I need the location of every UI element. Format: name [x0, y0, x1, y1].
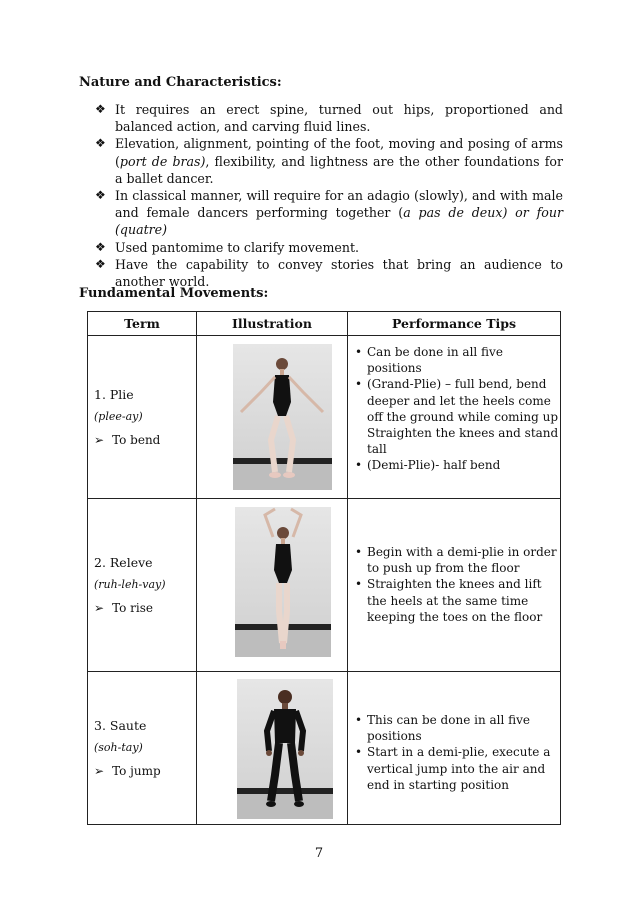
list-item: [95, 135, 563, 187]
arrow-bullet-icon: ➢: [94, 433, 105, 447]
tip-item: • Can be done in all five positions: [348, 344, 560, 376]
list-item-text: In classical manner, will require for an adagio (slowly), and with male and female dancers performing together (: [115, 188, 563, 221]
list-item-italic: a pas de deux) or four (quatre): [115, 205, 563, 238]
movements-table: [87, 311, 561, 825]
term-meaning: [94, 433, 196, 447]
term-meaning-text: To bend: [112, 433, 161, 447]
table-row: [88, 499, 561, 672]
table-header-row: [88, 312, 561, 336]
section-heading-fundamental: Fundamental Movements:: [79, 286, 269, 301]
arrow-bullet-icon: ➢: [94, 764, 105, 778]
column-header-tips: Performance Tips: [348, 312, 561, 336]
plie-dancer-photo: [233, 344, 332, 490]
tips-cell: [348, 336, 561, 499]
term-pronunciation: (ruh-leh-vay): [94, 578, 166, 591]
table-row: [88, 336, 561, 499]
tip-item: • (Demi-Plie)- half bend: [348, 457, 560, 473]
tips-list: [348, 712, 560, 793]
tip-item: • Start in a demi-plie, execute a vertical jump into the air and end in starting position: [348, 744, 560, 793]
tip-item: • Straighten the knees and lift the heels at the same time keeping the toes on the floor: [348, 576, 560, 625]
term-meaning-text: To jump: [112, 764, 161, 778]
column-header-illustration: Illustration: [197, 312, 348, 336]
diamond-bullet-icon: ❖: [95, 136, 106, 151]
illustration-cell: [197, 499, 348, 672]
tip-item: • This can be done in all five positions: [348, 712, 560, 744]
tips-cell: [348, 672, 561, 825]
characteristics-list: [95, 101, 563, 290]
saute-dancer-photo: [237, 679, 333, 819]
term-meaning-text: To rise: [112, 601, 154, 615]
column-header-term: Term: [88, 312, 197, 336]
diamond-bullet-icon: ❖: [95, 239, 106, 254]
list-item: [95, 101, 563, 135]
diamond-bullet-icon: ❖: [95, 102, 106, 116]
term-pronunciation: (plee-ay): [94, 410, 143, 423]
list-item-text: Have the capability to convey stories that bring an audience to another world.: [115, 256, 563, 290]
page-number: 7: [314, 846, 324, 861]
list-item: [95, 239, 563, 256]
term-cell: [88, 499, 197, 672]
illustration-cell: [197, 336, 348, 499]
list-item-italic: port de bras): [119, 153, 206, 169]
term-meaning: [94, 601, 196, 615]
tips-list: [348, 544, 560, 625]
arrow-bullet-icon: ➢: [94, 601, 105, 615]
table-row: [88, 672, 561, 825]
term-name: 3. Saute: [94, 718, 147, 733]
diamond-bullet-icon: ❖: [95, 256, 106, 271]
term-cell: [88, 336, 197, 499]
illustration-cell: [197, 672, 348, 825]
releve-dancer-photo: [235, 507, 331, 657]
list-item-text: , flexibility, and lightness are the other foundations for a ballet dancer.: [115, 153, 563, 186]
tip-item: • (Grand-Plie) – full bend, bend deeper and let the heels come off the ground while coming up Straighten the knees and stand tall: [348, 376, 560, 457]
list-item-text: Used pantomime to clarify movement.: [115, 239, 360, 255]
term-name: 1. Plie: [94, 387, 134, 402]
diamond-bullet-icon: ❖: [95, 188, 106, 203]
term-pronunciation: (soh-tay): [94, 741, 143, 754]
list-item: [95, 187, 563, 239]
section-heading-nature: Nature and Characteristics:: [79, 75, 282, 90]
tips-list: [348, 344, 560, 474]
term-name: 2. Releve: [94, 555, 153, 570]
tips-cell: [348, 499, 561, 672]
list-item-text: It requires an erect spine, turned out hips, proportioned and balanced action, and carving fluid lines.: [115, 102, 563, 135]
list-item-text: Elevation, alignment, pointing of the foot, moving and posing of arms (: [115, 136, 563, 169]
tip-item: • Begin with a demi-plie in order to push up from the floor: [348, 544, 560, 576]
term-meaning: [94, 764, 196, 778]
term-cell: [88, 672, 197, 825]
